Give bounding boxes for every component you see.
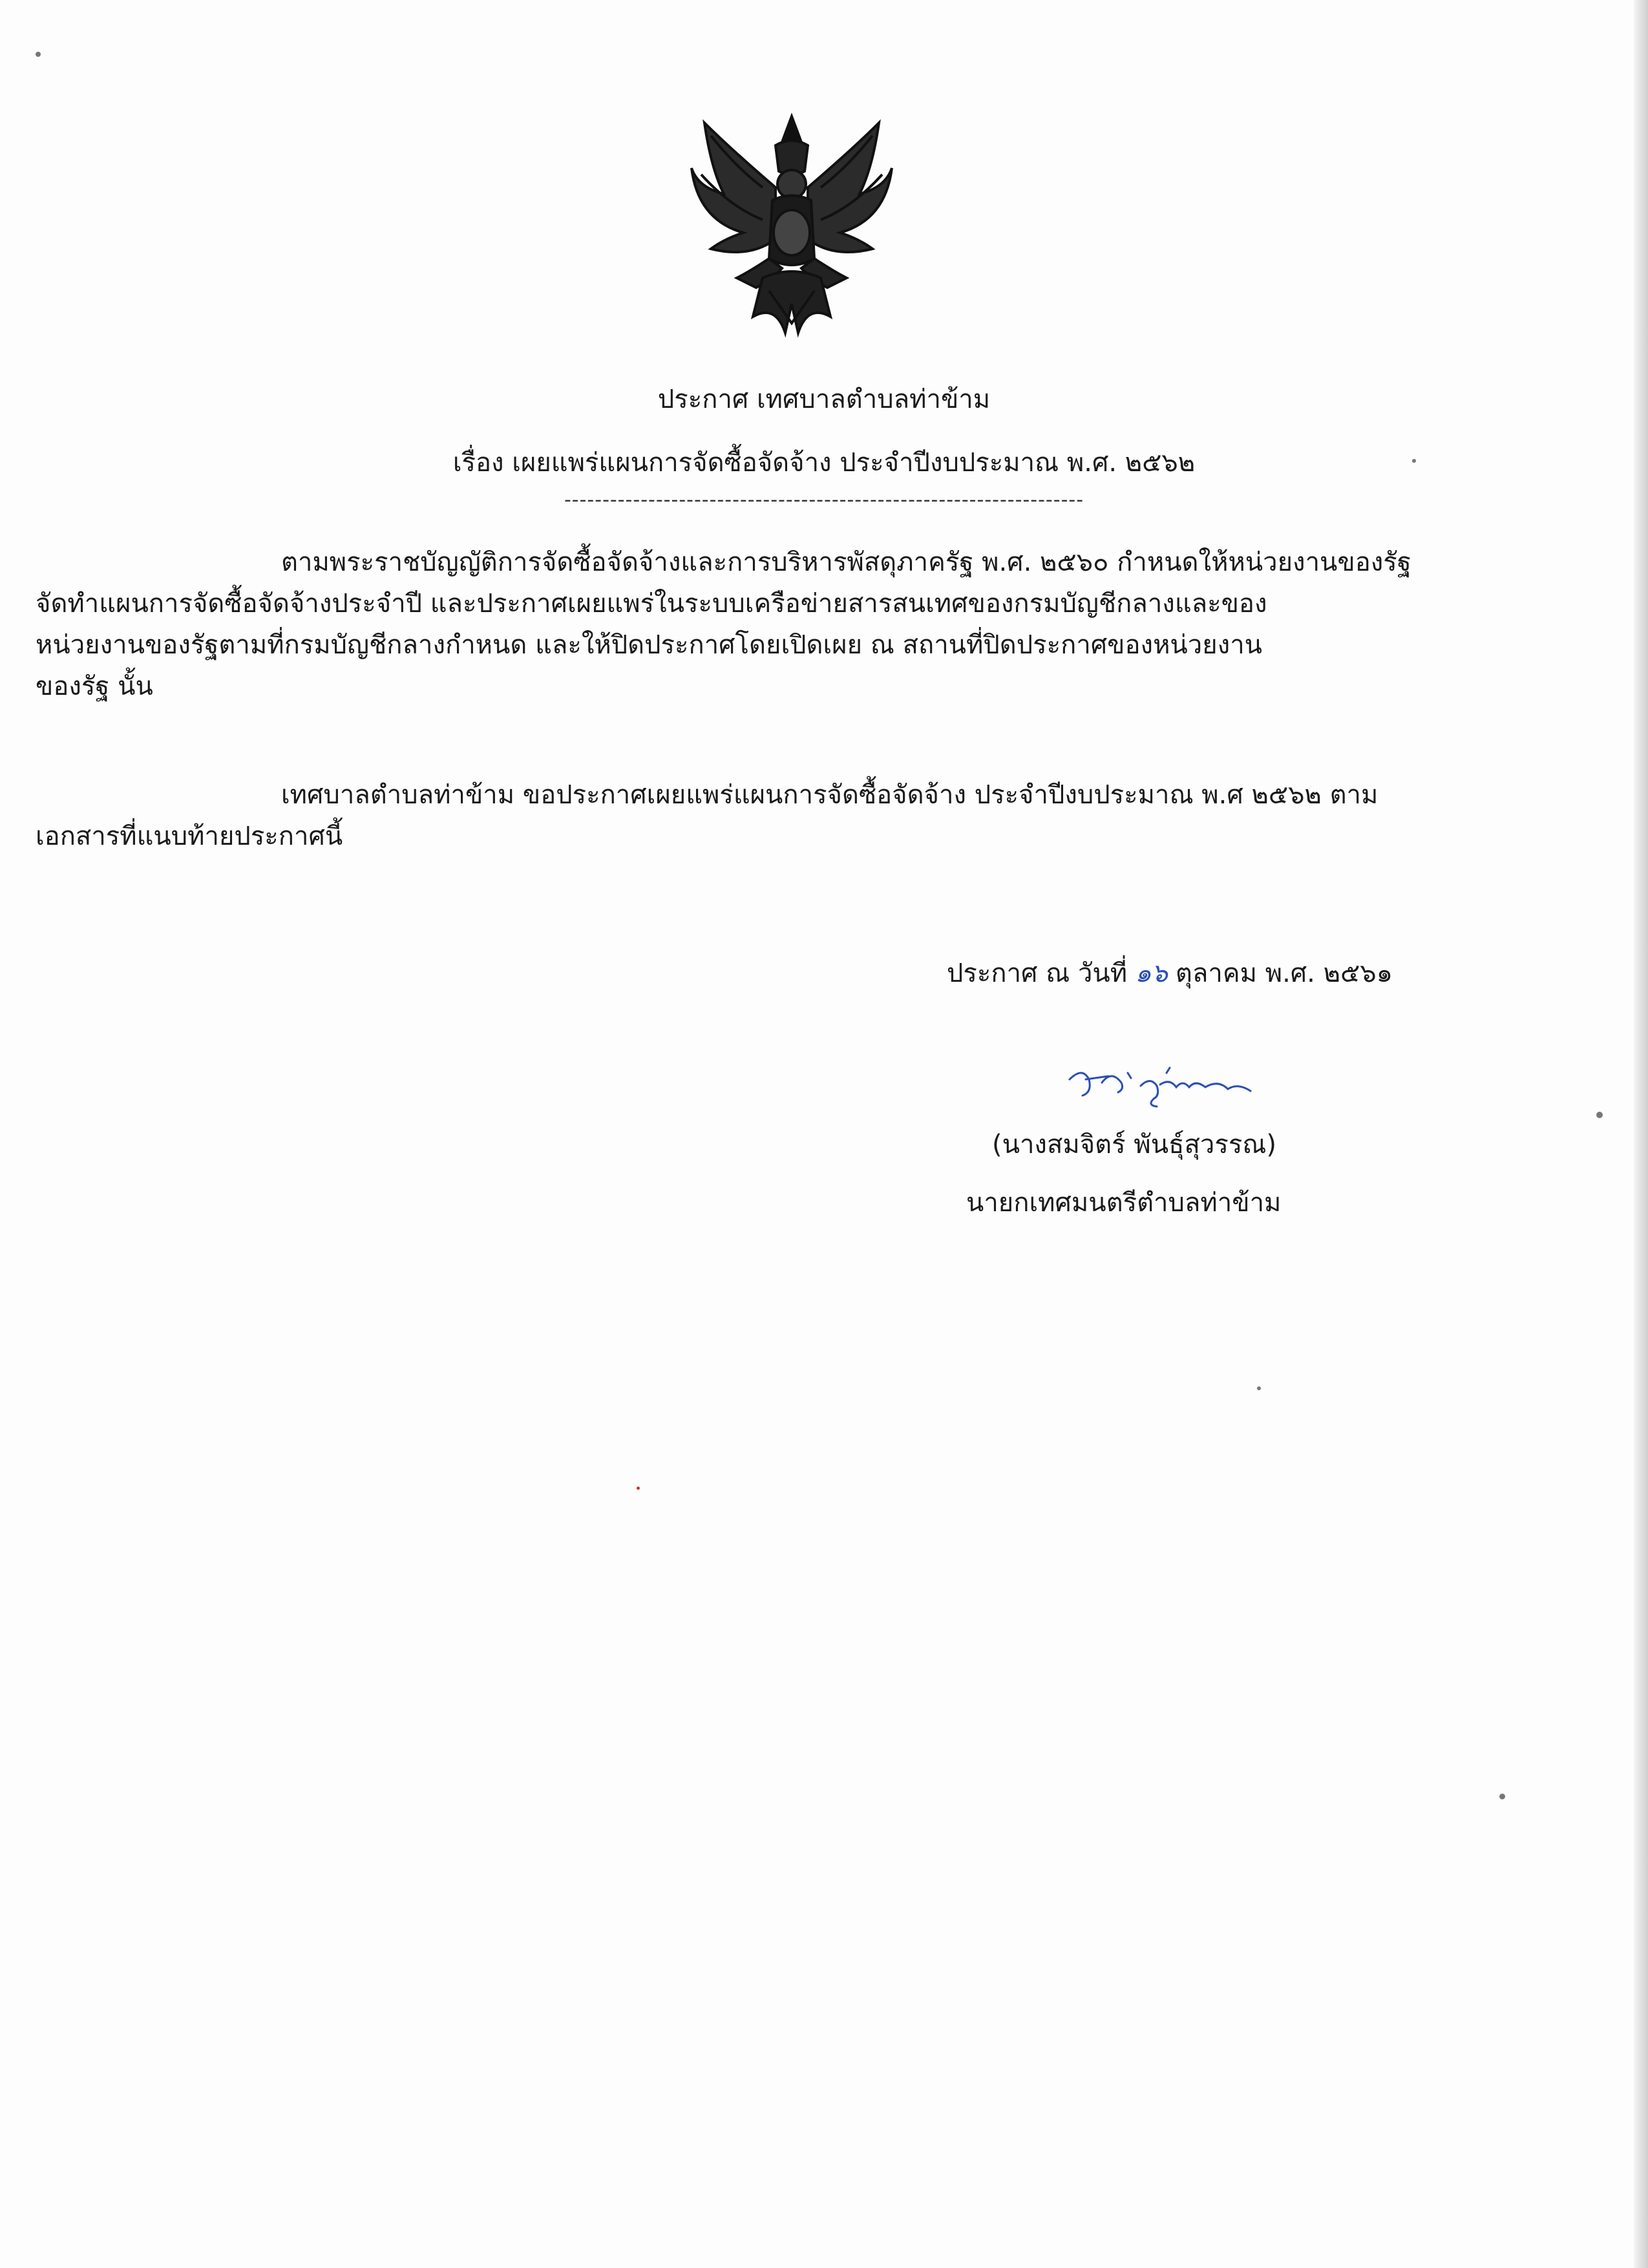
paragraph-line: หน่วยงานของรัฐตามที่กรมบัญชีกลางกำหนด และให้ปิดประกาศโดยเปิดเผย ณ สถานที่ปิดประกาศของหน่วยงาน: [36, 630, 1263, 660]
paragraph-line: ของรัฐ นั้น: [36, 672, 153, 701]
announcement-date: [947, 957, 1393, 990]
scan-speck: [1257, 1386, 1261, 1390]
title-divider: --------------------------------------------------------------------: [564, 489, 1084, 511]
paragraph-line: เทศบาลตำบลท่าข้าม ขอประกาศเผยแพร่แผนการจัดซื้อจัดจ้าง ประจำปีงบประมาณ พ.ศ ๒๕๖๒ ตาม: [281, 780, 1379, 810]
signer-name: (นางสมจิตร์ พันธุ์สุวรรณ): [992, 1130, 1277, 1160]
body-paragraph-2: [36, 774, 1464, 857]
scan-edge-shadow: [1634, 0, 1648, 2268]
garuda-emblem-icon: [685, 110, 898, 343]
signer-position: นายกเทศมนตรีตำบลท่าข้าม: [966, 1188, 1282, 1218]
announcement-subject: เรื่อง เผยแพร่แผนการจัดซื้อจัดจ้าง ประจำปีงบประมาณ พ.ศ. ๒๕๖๒: [452, 448, 1196, 478]
announcement-title: ประกาศ เทศบาลตำบลท่าข้าม: [657, 385, 991, 414]
scan-speck: [1412, 459, 1416, 463]
handwritten-signature: [1063, 1060, 1257, 1112]
body-paragraph-1: [36, 542, 1464, 707]
date-prefix: ประกาศ ณ วันที่: [947, 959, 1128, 988]
scan-speck: [1499, 1794, 1505, 1799]
paragraph-line: ตามพระราชบัญญัติการจัดซื้อจัดจ้างและการบริหารพัสดุภาครัฐ พ.ศ. ๒๕๖๐ กำหนดให้หน่วยงานของรัฐ: [281, 547, 1411, 577]
date-day-handwritten: ๑๖: [1135, 959, 1168, 988]
paragraph-line: เอกสารที่แนบท้ายประกาศนี้: [36, 821, 343, 851]
scan-speck: [637, 1487, 640, 1490]
paragraph-line: จัดทำแผนการจัดซื้อจัดจ้างประจำปี และประกาศเผยแพร่ในระบบเครือข่ายสารสนเทศของกรมบัญชีกลางและของ: [36, 589, 1267, 619]
date-suffix: ตุลาคม พ.ศ. ๒๕๖๑: [1175, 959, 1393, 988]
scan-speck: [1596, 1112, 1603, 1118]
scan-speck: [36, 52, 41, 57]
